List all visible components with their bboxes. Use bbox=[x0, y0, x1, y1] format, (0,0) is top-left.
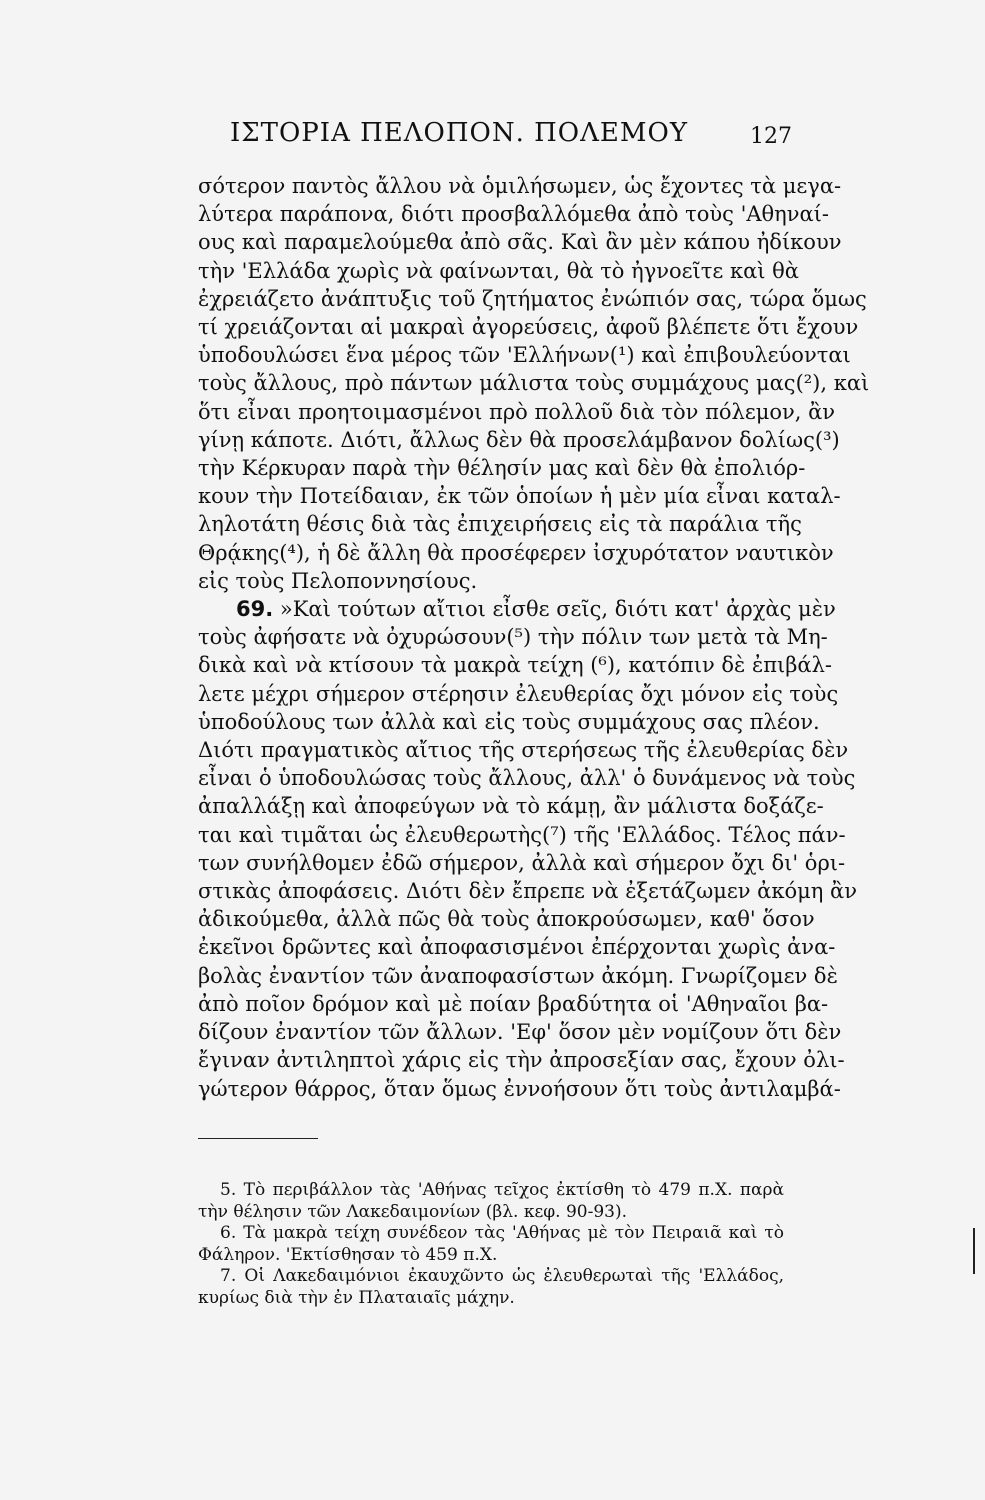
main-text bbox=[198, 172, 870, 1103]
footnote-6-line-2: Φάληρον. 'Εκτίσθησαν τὸ 459 π.Χ. bbox=[198, 1244, 498, 1265]
page-header bbox=[0, 118, 985, 158]
text-line: τὴν Κέρκυραν παρὰ τὴν θέλησίν μας καὶ δὲν θὰ ἐπολιόρ- bbox=[198, 456, 806, 481]
scan-edge-mark bbox=[973, 1228, 975, 1274]
footnotes bbox=[198, 1180, 784, 1309]
running-title: ΙΣΤΟΡΙΑ ΠΕΛΟΠΟΝ. ΠΟΛΕΜΟΥ bbox=[230, 118, 688, 148]
text-line: δίζουν ἐναντίον τῶν ἄλλων. 'Εφ' ὅσον μὲν νομίζουν ὅτι δὲν bbox=[198, 1020, 842, 1045]
text-line: βολὰς ἐναντίον τῶν ἀναποφασίστων ἀκόμη. Γνωρίζομεν δὲ bbox=[198, 963, 838, 988]
footnote-7-line-2: κυρίως διὰ τὴν ἐν Πλαταιαῖς μάχην. bbox=[198, 1287, 515, 1308]
text-line: λύτερα παράπονα, διότι προσβαλλόμεθα ἀπὸ τοὺς 'Αθηναί- bbox=[198, 202, 830, 227]
page-number: 127 bbox=[750, 124, 792, 149]
text-line: ους καὶ παραμελούμεθα ἀπὸ σᾶς. Καὶ ἂν μὲν κάπου ἠδίκουν bbox=[198, 230, 842, 255]
text-line: ληλοτάτη θέσις διὰ τὰς ἐπιχειρήσεις εἰς τὰ παράλια τῆς bbox=[198, 512, 802, 537]
text-line: »Καὶ τούτων αἴτιοι εἶσθε σεῖς, διότι κατ' ἀρχὰς μὲν bbox=[279, 597, 836, 622]
text-line: Διότι πραγματικὸς αἴτιος τῆς στερήσεως τῆς ἐλευθερίας δὲν bbox=[198, 738, 849, 763]
text-line: λετε μέχρι σήμερον στέρησιν ἐλευθερίας ὄχι μόνον εἰς τοὺς bbox=[198, 681, 839, 706]
section-first-line bbox=[198, 595, 836, 623]
text-line: ἐκεῖνοι δρῶντες καὶ ἀποφασισμένοι ἐπέρχονται χωρὶς ἀνα- bbox=[198, 935, 836, 960]
text-line: ὑποδουλώσει ἕνα μέρος τῶν 'Ελλήνων(¹) καὶ ἐπιβουλεύονται bbox=[198, 343, 851, 368]
text-line: στικὰς ἀποφάσεις. Διότι δὲν ἔπρεπε νὰ ἐξετάζωμεν ἀκόμη ἂν bbox=[198, 879, 857, 904]
text-line: Θρᾴκης(⁴), ἡ δὲ ἄλλη θὰ προσέφερεν ἰσχυρότατον ναυτικὸν bbox=[198, 540, 834, 565]
text-line: γίνῃ κάποτε. Διότι, ἄλλως δὲν θὰ προσελάμβανον δολίως(³) bbox=[198, 427, 840, 452]
text-line: ὑποδούλους των ἀλλὰ καὶ εἰς τοὺς συμμάχους σας πλέον. bbox=[198, 709, 820, 734]
text-line: ἔγιναν ἀντιληπτοὶ χάρις εἰς τὴν ἀπροσεξίαν σας, ἔχουν ὀλι- bbox=[198, 1048, 845, 1073]
text-line: τί χρειάζονται αἱ μακραὶ ἀγορεύσεις, ἀφοῦ βλέπετε ὅτι ἔχουν bbox=[198, 315, 859, 340]
text-line: ἀδικούμεθα, ἀλλὰ πῶς θὰ τοὺς ἀποκρούσωμεν, καθ' ὅσον bbox=[198, 907, 815, 932]
text-line: ται καὶ τιμᾶται ὡς ἐλευθερωτὴς(⁷) τῆς 'Ελλάδος. Τέλος πάν- bbox=[198, 822, 846, 847]
text-line: τοὺς ἀφήσατε νὰ ὀχυρώσουν(⁵) τὴν πόλιν των μετὰ τὰ Μη- bbox=[198, 625, 828, 650]
text-line: εἶναι ὁ ὑποδουλώσας τοὺς ἄλλους, ἀλλ' ὁ δυνάμενος νὰ τοὺς bbox=[198, 766, 856, 791]
text-line: ἀπαλλάξῃ καὶ ἀποφεύγων νὰ τὸ κάμῃ, ἂν μάλιστα δοξάζε- bbox=[198, 794, 824, 819]
footnote-5-line-2: τὴν θέλησιν τῶν Λακεδαιμονίων (βλ. κεφ. 90-93). bbox=[198, 1201, 628, 1222]
footnote-5-line-1: 5. Τὸ περιβάλλον τὰς 'Αθήνας τεῖχος ἐκτίσθη τὸ 479 π.Χ. παρὰ bbox=[220, 1180, 784, 1200]
text-line: δικὰ καὶ νὰ κτίσουν τὰ μακρὰ τείχη (⁶), κατόπιν δὲ ἐπιβάλ- bbox=[198, 653, 833, 678]
section-number: 69. bbox=[236, 597, 274, 622]
text-line: γώτερον θάρρος, ὅταν ὅμως ἐννοήσουν ὅτι τοὺς ἀντιλαμβά- bbox=[198, 1076, 841, 1101]
text-line: ἐχρειάζετο ἀνάπτυξις τοῦ ζητήματος ἐνώπιόν σας, τώρα ὅμως bbox=[198, 286, 867, 311]
text-line: ἀπὸ ποῖον δρόμον καὶ μὲ ποίαν βραδύτητα οἱ 'Αθηναῖοι βα- bbox=[198, 991, 829, 1016]
text-line: κουν τὴν Ποτείδαιαν, ἐκ τῶν ὁποίων ἡ μὲν μία εἶναι καταλ- bbox=[198, 484, 841, 509]
footnote-divider bbox=[198, 1138, 318, 1139]
text-line: σότερον παντὸς ἄλλου νὰ ὁμιλήσωμεν, ὡς ἔχοντες τὰ μεγα- bbox=[198, 174, 842, 198]
text-line: εἰς τοὺς Πελοποννησίους. bbox=[198, 568, 478, 593]
text-line: ὅτι εἶναι προητοιμασμένοι πρὸ πολλοῦ διὰ τὸν πόλεμον, ἂν bbox=[198, 399, 836, 424]
footnote-7-line-1: 7. Οἱ Λακεδαιμόνιοι ἐκαυχῶντο ὡς ἐλευθερωταὶ τῆς 'Ελλάδος, bbox=[220, 1266, 784, 1286]
text-line: τὴν 'Ελλάδα χωρὶς νὰ φαίνωνται, θὰ τὸ ἠγνοεῖτε καὶ θὰ bbox=[198, 258, 799, 283]
text-line: τοὺς ἄλλους, πρὸ πάντων μάλιστα τοὺς συμμάχους μας(²), καὶ bbox=[198, 371, 870, 396]
footnote-6-line-1: 6. Τὰ μακρὰ τείχη συνέδεον τὰς 'Αθήνας μὲ τὸν Πειραιᾶ καὶ τὸ bbox=[220, 1223, 784, 1243]
text-line: των συνήλθομεν ἐδῶ σήμερον, ἀλλὰ καὶ σήμερον ὄχι δι' ὁρι- bbox=[198, 850, 846, 875]
